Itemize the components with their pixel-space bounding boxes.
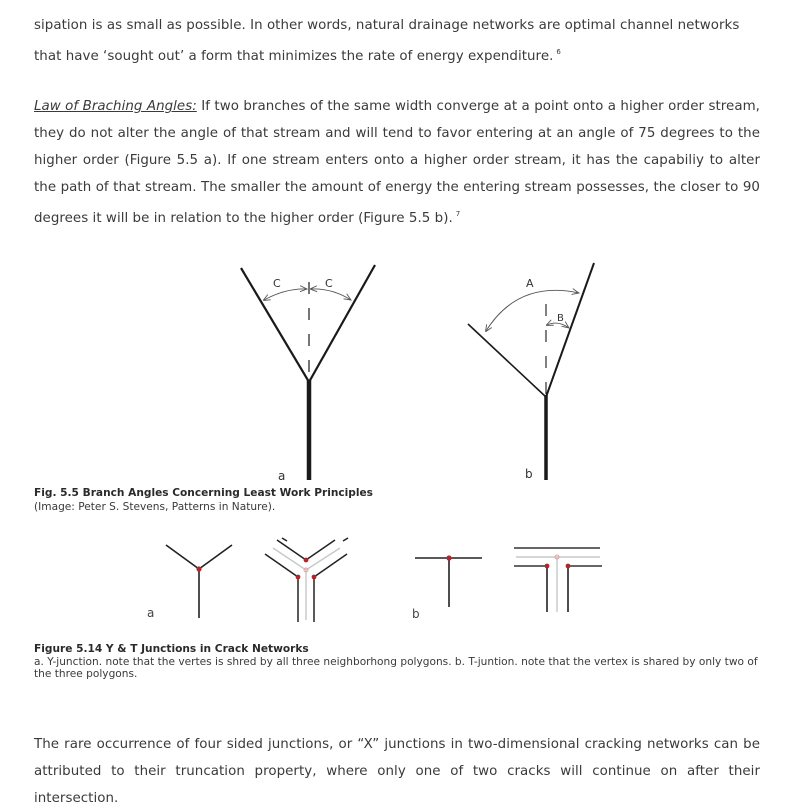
law-term-heading: Law of Braching Angles: [34, 99, 197, 114]
law-text: If two branches of the same width converge at a point onto a higher order stream, they do not alter the angle of that stream and will tend to favor entering at an angle of 75 degrees to the higher order (Figure 5.5 a). If one stream enters onto a higher order stream, it has the capabiliy to alter the path of that stream. The smaller the amount of energy the entering stream possesses, the closer to 90 degrees it will be in relation to the higher order (Figure 5.5 b). [34, 99, 760, 226]
figure-5-5-caption-title: Fig. 5.5 Branch Angles Concerning Least Work Principles [34, 487, 373, 499]
diagram-a-label: a [278, 469, 286, 483]
branch-diagram-a [241, 265, 375, 483]
t-junction-diagram [412, 555, 482, 621]
branch-diagram-b [468, 263, 594, 481]
t-junction-polygons-diagram [514, 548, 602, 612]
figure-5-14-caption-body: a. Y-junction. note that the vertes is shred by all three neighborhong polygons. b. T-juntion. note that the vertex is shared by only two of the three polygons. [34, 656, 758, 680]
angle-label-a: A [526, 277, 534, 290]
angle-label-c-left: C [273, 277, 281, 290]
intro-text: sipation is as small as possible. In other words, natural drainage networks are optimal channel networks that have ‘sought out’ a form that minimizes the rate of energy expenditure. [34, 18, 740, 64]
closing-text: The rare occurrence of four sided junctions, or “X” junctions in two-dimensional cracking networks can be attributed to their truncation property, where only one of two cracks will continue on after their intersection. [34, 737, 760, 806]
footnote-6: 6 [556, 48, 561, 56]
figure-5-14-caption-title: Figure 5.14 Y & T Junctions in Crack Networks [34, 643, 309, 655]
junction-label-a: a [147, 606, 155, 620]
figure-5-5-caption-credit: (Image: Peter S. Stevens, Patterns in Nature). [34, 501, 276, 513]
y-junction-polygons-diagram [265, 538, 348, 622]
diagram-b-label: b [525, 467, 533, 481]
angle-label-b: B [557, 313, 564, 324]
junction-label-b: b [412, 607, 420, 621]
angle-label-c-right: C [325, 277, 333, 290]
y-junction-diagram [147, 545, 232, 620]
footnote-7: 7 [455, 210, 461, 218]
